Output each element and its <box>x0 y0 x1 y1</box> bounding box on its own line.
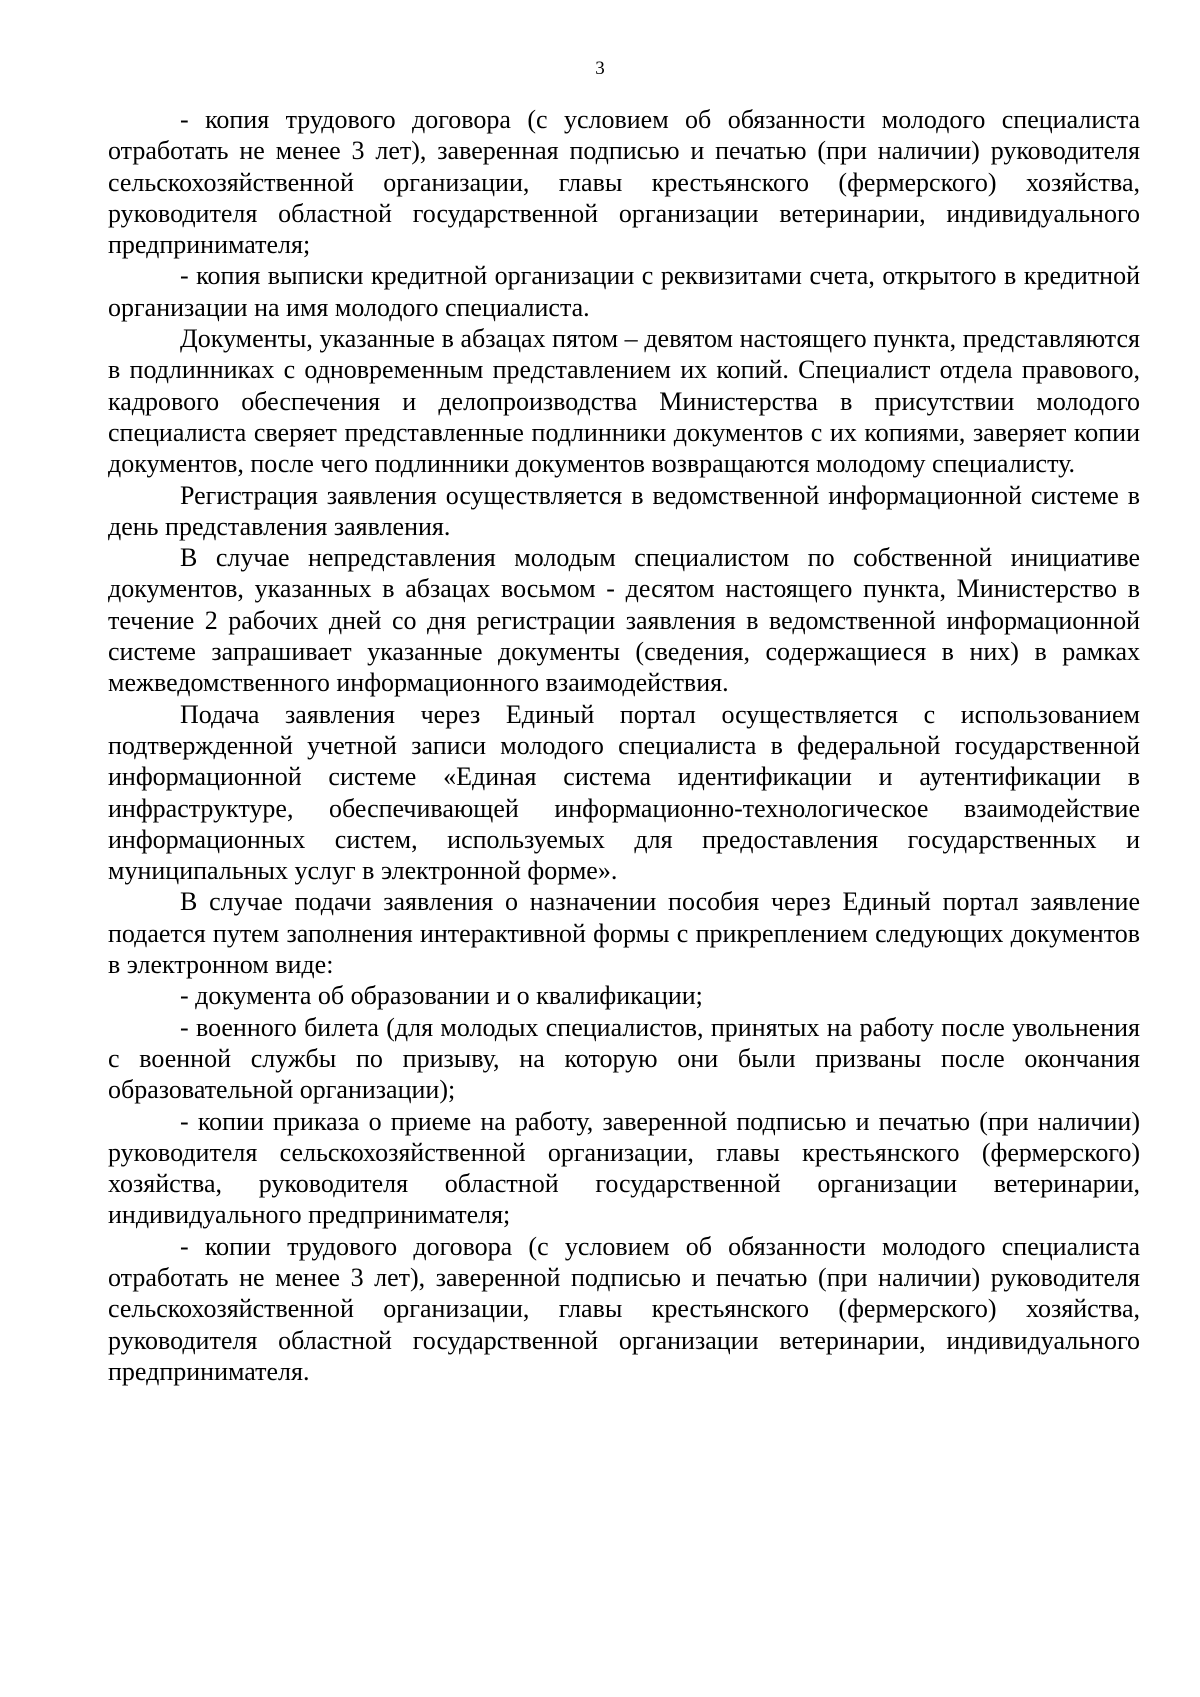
paragraph-portal-attachments: В случае подачи заявления о назначении пособия через Единый портал заявление подается путем заполнения интерактивной формы с прикреплением следующих документов в электронном виде: <box>108 887 1140 980</box>
document-body <box>108 104 1140 1387</box>
paragraph-employment-contract-copy: - копия трудового договора (с условием об обязанности молодого специалиста отработать не менее 3 лет), заверенная подписью и печатью (при наличии) руководителя сельскохозяйственной организации, главы крестьянского (фермерского) хозяйства, руководителя областной государственной организации ветеринарии, индивидуального предпринимателя; <box>108 105 1140 260</box>
list-item-education-document: - документа об образовании и о квалификации; <box>180 981 703 1011</box>
list-item-employment-contract-copy: - копии трудового договора (с условием об обязанности молодого специалиста отработать не менее 3 лет), заверенной подписью и печатью (при наличии) руководителя сельскохозяйственной организации, главы крестьянского (фермерского) хозяйства, руководителя областной государственной организации ветеринарии, индивидуального предпринимателя. <box>108 1231 1140 1386</box>
list-item-military-id: - военного билета (для молодых специалистов, принятых на работу после увольнения с военной службы по призыву, на которую они были призваны после окончания образовательной организации); <box>108 1012 1140 1105</box>
paragraph-bank-statement-copy: - копия выписки кредитной организации с реквизитами счета, открытого в кредитной организации на имя молодого специалиста. <box>108 261 1140 322</box>
paragraph-unified-portal-submission: Подача заявления через Единый портал осуществляется с использованием подтвержденной учетной записи молодого специалиста в федеральной государственной информационной системе «Единая система идентификации и аутентификации в инфраструктуре, обеспечивающей информационно-технологическое взаимодействие информационных систем, используемых для предоставления государственных и муниципальных услуг в электронной форме». <box>108 699 1140 886</box>
paragraph-interdepartmental-request: В случае непредставления молодым специалистом по собственной инициативе документов, указанных в абзацах восьмом - десятом настоящего пункта, Министерство в течение 2 рабочих дней со дня регистрации заявления в ведомственной информационной системе запрашивает указанные документы (сведения, содержащиеся в них) в рамках межведомственного информационного взаимодействия. <box>108 543 1140 698</box>
page-number: 3 <box>595 58 605 79</box>
list-item-hiring-order-copy: - копии приказа о приеме на работу, заверенной подписью и печатью (при наличии) руководителя сельскохозяйственной организации, главы крестьянского (фермерского) хозяйства, руководителя областной государственной организации ветеринарии, индивидуального предпринимателя; <box>108 1106 1140 1230</box>
paragraph-originals-verification: Документы, указанные в абзацах пятом – девятом настоящего пункта, представляются в подлинниках с одновременным представлением их копий. Специалист отдела правового, кадрового обеспечения и делопроизводства Министерства в присутствии молодого специалиста сверяет представленные подлинники документов с их копиями, заверяет копии документов, после чего подлинники документов возвращаются молодому специалисту. <box>108 324 1140 479</box>
paragraph-application-registration: Регистрация заявления осуществляется в ведомственной информационной системе в день представления заявления. <box>108 480 1140 541</box>
